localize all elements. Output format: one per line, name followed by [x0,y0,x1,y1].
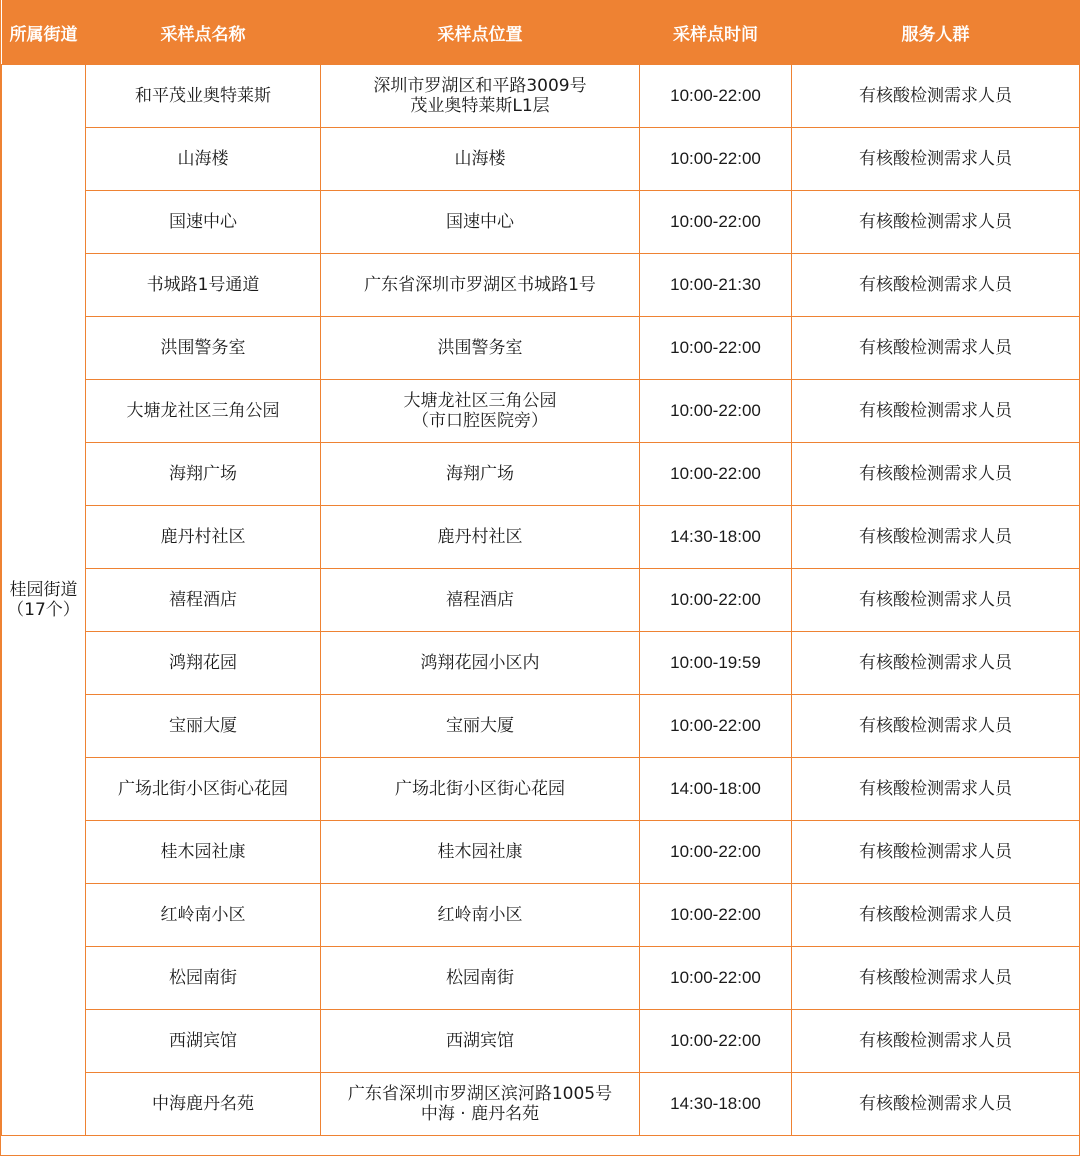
site-location-cell [321,380,640,443]
table-row [2,632,1080,695]
site-location-cell [321,884,640,947]
site-location-cell [321,821,640,884]
service-group-cell: 有核酸检测需求人员 [792,632,1080,695]
table-row [2,884,1080,947]
service-group-cell: 有核酸检测需求人员 [792,191,1080,254]
site-location-line: 西湖宾馆 [446,1031,514,1051]
site-name-cell: 宝丽大厦 [86,695,321,758]
service-group-cell: 有核酸检测需求人员 [792,695,1080,758]
table-row [2,1073,1080,1136]
site-location-line: 红岭南小区 [437,905,523,925]
table-row [2,506,1080,569]
site-location-line: 松园南街 [446,968,514,988]
site-time-cell: 10:00-22:00 [640,821,792,884]
site-time-cell: 10:00-22:00 [640,884,792,947]
site-time-cell: 10:00-22:00 [640,380,792,443]
table-row [2,695,1080,758]
site-name-cell: 松园南街 [86,947,321,1010]
site-location-cell [321,443,640,506]
site-time-cell: 10:00-21:30 [640,254,792,317]
header-site-time: 采样点时间 [640,0,792,65]
site-time-cell: 14:00-18:00 [640,758,792,821]
table-row [2,128,1080,191]
site-location-line: 大塘龙社区三角公园 [403,391,557,411]
sampling-sites-table [1,0,1080,1136]
site-location-line: 鸿翔花园小区内 [420,653,540,673]
site-location-cell [321,695,640,758]
site-location-cell [321,506,640,569]
header-service-group: 服务人群 [792,0,1080,65]
site-location-line: 宝丽大厦 [446,716,514,736]
site-location-line: 山海楼 [454,149,506,169]
table-row [2,947,1080,1010]
site-time-cell: 10:00-22:00 [640,317,792,380]
site-time-cell: 10:00-22:00 [640,443,792,506]
service-group-cell: 有核酸检测需求人员 [792,443,1080,506]
site-location-line: 中海 · 鹿丹名苑 [420,1104,540,1124]
site-location-cell [321,65,640,128]
site-time-cell: 10:00-19:59 [640,632,792,695]
site-location-line: 广场北街小区街心花园 [395,779,565,799]
site-location-line: 桂木园社康 [437,842,523,862]
service-group-cell: 有核酸检测需求人员 [792,317,1080,380]
table-row [2,758,1080,821]
site-location-cell [321,128,640,191]
site-name-cell: 海翔广场 [86,443,321,506]
street-cell [2,65,86,1136]
service-group-cell: 有核酸检测需求人员 [792,65,1080,128]
site-location-cell [321,1073,640,1136]
site-time-cell: 10:00-22:00 [640,191,792,254]
table-row [2,443,1080,506]
site-location-line: 广东省深圳市罗湖区书城路1号 [364,275,596,295]
service-group-cell: 有核酸检测需求人员 [792,947,1080,1010]
service-group-cell: 有核酸检测需求人员 [792,506,1080,569]
header-row [2,0,1080,65]
table-body [2,65,1080,1136]
site-time-cell: 10:00-22:00 [640,128,792,191]
service-group-cell: 有核酸检测需求人员 [792,254,1080,317]
service-group-cell: 有核酸检测需求人员 [792,128,1080,191]
site-name-cell: 桂木园社康 [86,821,321,884]
table-row [2,65,1080,128]
table-row [2,254,1080,317]
site-name-cell: 国速中心 [86,191,321,254]
site-name-cell: 广场北街小区街心花园 [86,758,321,821]
street-name: 桂园街道 [9,580,78,600]
table-row [2,191,1080,254]
site-name-cell: 洪围警务室 [86,317,321,380]
table-header [2,0,1080,65]
site-location-line: 深圳市罗湖区和平路3009号 [373,76,587,96]
site-location-cell [321,758,640,821]
service-group-cell: 有核酸检测需求人员 [792,1073,1080,1136]
header-site-location: 采样点位置 [321,0,640,65]
site-location-line: 广东省深圳市罗湖区滨河路1005号 [347,1084,613,1104]
site-time-cell: 10:00-22:00 [640,1010,792,1073]
site-location-line: 洪围警务室 [437,338,523,358]
header-street: 所属街道 [2,0,86,65]
service-group-cell: 有核酸检测需求人员 [792,569,1080,632]
site-name-cell: 红岭南小区 [86,884,321,947]
site-name-cell: 山海楼 [86,128,321,191]
site-location-cell [321,317,640,380]
service-group-cell: 有核酸检测需求人员 [792,821,1080,884]
site-name-cell: 西湖宾馆 [86,1010,321,1073]
site-location-cell [321,1010,640,1073]
site-time-cell: 10:00-22:00 [640,947,792,1010]
site-name-cell: 中海鹿丹名苑 [86,1073,321,1136]
service-group-cell: 有核酸检测需求人员 [792,1010,1080,1073]
site-location-line: 鹿丹村社区 [437,527,523,547]
site-name-cell: 和平茂业奥特莱斯 [86,65,321,128]
site-location-line: 海翔广场 [446,464,514,484]
site-location-cell [321,947,640,1010]
site-time-cell: 14:30-18:00 [640,506,792,569]
site-location-line: 茂业奥特莱斯L1层 [410,96,550,116]
site-time-cell: 10:00-22:00 [640,65,792,128]
site-time-cell: 14:30-18:00 [640,1073,792,1136]
table-row [2,1010,1080,1073]
site-location-cell [321,191,640,254]
site-location-cell [321,569,640,632]
site-location-line: （市口腔医院旁） [412,411,548,431]
site-time-cell: 10:00-22:00 [640,695,792,758]
site-name-cell: 大塘龙社区三角公园 [86,380,321,443]
header-site-name: 采样点名称 [86,0,321,65]
service-group-cell: 有核酸检测需求人员 [792,758,1080,821]
site-time-cell: 10:00-22:00 [640,569,792,632]
table-row [2,569,1080,632]
table-row [2,821,1080,884]
table-row [2,380,1080,443]
site-location-line: 禧程酒店 [446,590,514,610]
site-name-cell: 鸿翔花园 [86,632,321,695]
table-row [2,317,1080,380]
site-location-line: 国速中心 [446,212,514,232]
service-group-cell: 有核酸检测需求人员 [792,380,1080,443]
site-location-cell [321,632,640,695]
site-name-cell: 禧程酒店 [86,569,321,632]
service-group-cell: 有核酸检测需求人员 [792,884,1080,947]
street-count: （17个） [7,600,80,620]
site-name-cell: 鹿丹村社区 [86,506,321,569]
site-name-cell: 书城路1号通道 [86,254,321,317]
site-location-cell [321,254,640,317]
